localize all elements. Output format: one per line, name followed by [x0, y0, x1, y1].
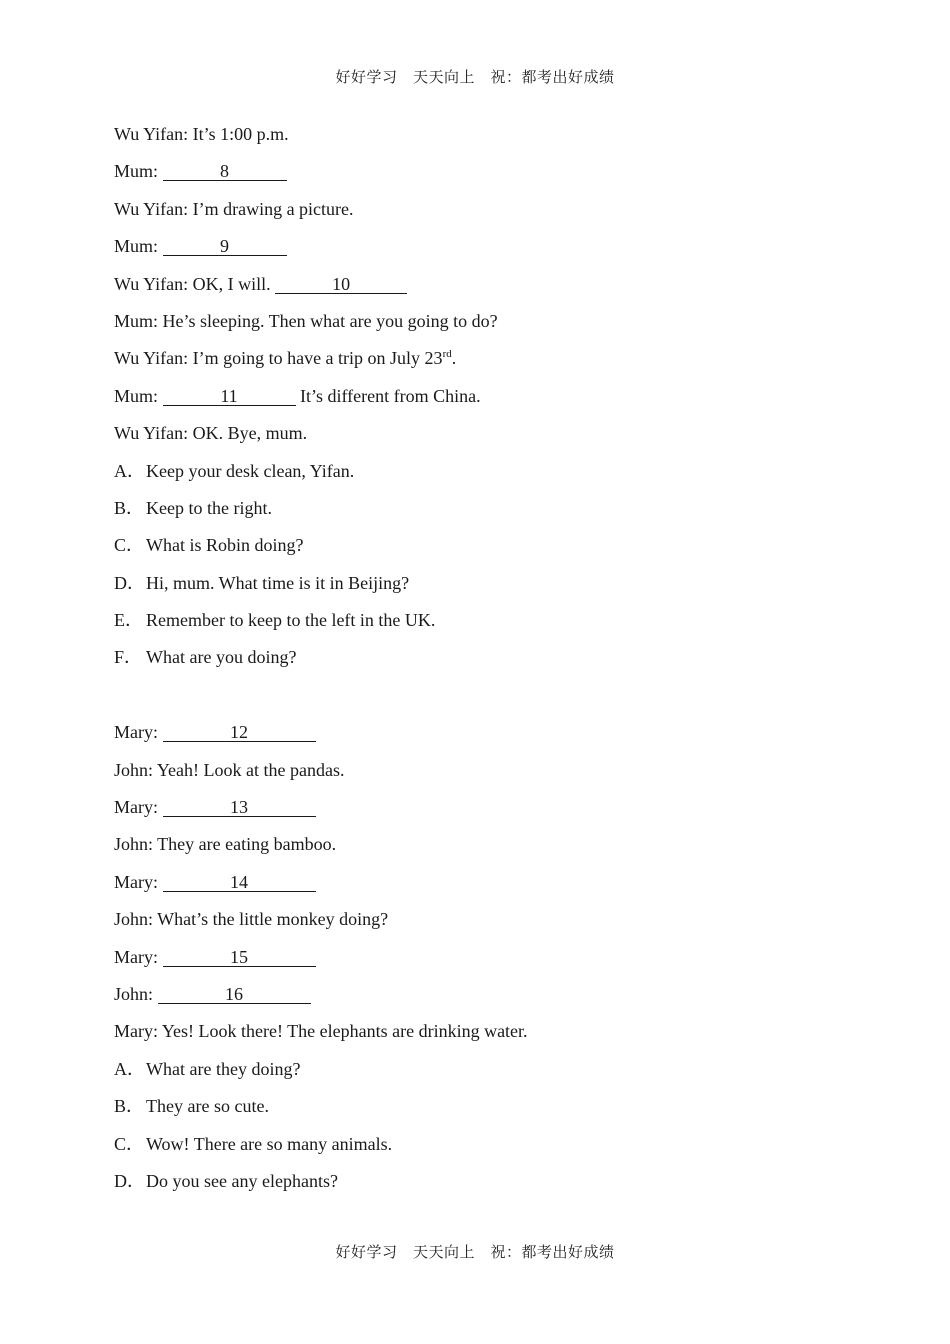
- option-text: What are you doing?: [146, 647, 297, 668]
- answer-blank-15[interactable]: 15: [163, 948, 316, 967]
- option-letter: B．: [114, 497, 145, 518]
- speaker: Mary:: [114, 871, 163, 892]
- answer-blank-11[interactable]: 11: [163, 387, 296, 406]
- answer-blank-8[interactable]: 8: [163, 162, 287, 181]
- answer-blank-10[interactable]: 10: [275, 275, 407, 294]
- option-item: [114, 496, 874, 533]
- speaker: Mum:: [114, 385, 163, 406]
- option-item: [114, 571, 874, 608]
- speaker: Mum:: [114, 161, 163, 182]
- option-text: Wow! There are so many animals.: [146, 1133, 393, 1154]
- dialog-line: John: They are eating bamboo.: [114, 834, 337, 855]
- dialog-line: [114, 795, 874, 832]
- option-text: Keep your desk clean, Yifan.: [146, 460, 355, 481]
- speaker: Mum:: [114, 236, 163, 257]
- option-letter: F．: [114, 647, 143, 668]
- page-footer: 好好学习 天天向上 祝：都考出好成绩: [335, 1243, 615, 1261]
- document-body: [114, 122, 874, 1206]
- option-letter: A．: [114, 460, 145, 481]
- dialog-line: [114, 982, 874, 1019]
- speaker: Mary:: [114, 722, 163, 743]
- section-spacer: [114, 683, 874, 720]
- dialog-line: Wu Yifan: It’s 1:00 p.m.: [114, 124, 289, 144]
- option-text: What are they doing?: [146, 1058, 301, 1079]
- option-text: Keep to the right.: [146, 497, 272, 518]
- dialog-line: [114, 945, 874, 982]
- dialog-text: Wu Yifan: I’m going to have a trip on July 23: [114, 348, 443, 369]
- dialog-text: Wu Yifan: OK, I will.: [114, 273, 276, 294]
- dialog-line: [114, 159, 874, 196]
- speaker: Mary:: [114, 946, 163, 967]
- dialog-text-end: .: [451, 348, 457, 369]
- option-letter: A．: [114, 1058, 145, 1079]
- answer-blank-9[interactable]: 9: [163, 237, 287, 256]
- option-letter: C．: [114, 535, 145, 556]
- option-item: [114, 1169, 874, 1206]
- answer-blank-14[interactable]: 14: [163, 873, 316, 892]
- dialog-line: Wu Yifan: OK. Bye, mum.: [114, 423, 308, 444]
- dialog-line: [114, 272, 874, 309]
- option-item: [114, 533, 874, 570]
- speaker: Mary:: [114, 797, 163, 818]
- dialog-line: [114, 384, 874, 421]
- dialog-line: Mum: He’s sleeping. Then what are you going to do?: [114, 310, 498, 331]
- option-letter: E．: [114, 610, 143, 631]
- option-letter: D．: [114, 572, 145, 593]
- option-text: They are so cute.: [146, 1096, 269, 1117]
- dialog-line: Mary: Yes! Look there! The elephants are drinking water.: [114, 1021, 528, 1042]
- option-item: [114, 608, 874, 645]
- option-item: [114, 645, 874, 682]
- option-text: Remember to keep to the left in the UK.: [146, 610, 436, 631]
- option-item: [114, 1132, 874, 1169]
- dialog-text: It’s different from China.: [295, 385, 481, 406]
- answer-blank-12[interactable]: 12: [163, 723, 316, 742]
- option-letter: B．: [114, 1096, 145, 1117]
- option-item: [114, 1057, 874, 1094]
- option-letter: C．: [114, 1133, 145, 1154]
- dialog-line: [114, 720, 874, 757]
- speaker: John:: [114, 983, 158, 1004]
- option-text: Hi, mum. What time is it in Beijing?: [146, 572, 410, 593]
- dialog-line: [114, 870, 874, 907]
- ordinal-suffix: rd: [442, 348, 452, 361]
- answer-blank-13[interactable]: 13: [163, 798, 316, 817]
- page-header: 好好学习 天天向上 祝：都考出好成绩: [335, 68, 615, 86]
- option-item: [114, 459, 874, 496]
- option-text: What is Robin doing?: [146, 535, 304, 556]
- option-letter: D．: [114, 1170, 145, 1191]
- dialog-line: Wu Yifan: I’m drawing a picture.: [114, 198, 354, 219]
- dialog-line: [114, 234, 874, 271]
- dialog-line: John: Yeah! Look at the pandas.: [114, 759, 345, 780]
- option-item: [114, 1094, 874, 1131]
- dialog-line: [114, 346, 874, 383]
- option-text: Do you see any elephants?: [146, 1170, 338, 1191]
- dialog-line: John: What’s the little monkey doing?: [114, 909, 389, 930]
- answer-blank-16[interactable]: 16: [158, 985, 311, 1004]
